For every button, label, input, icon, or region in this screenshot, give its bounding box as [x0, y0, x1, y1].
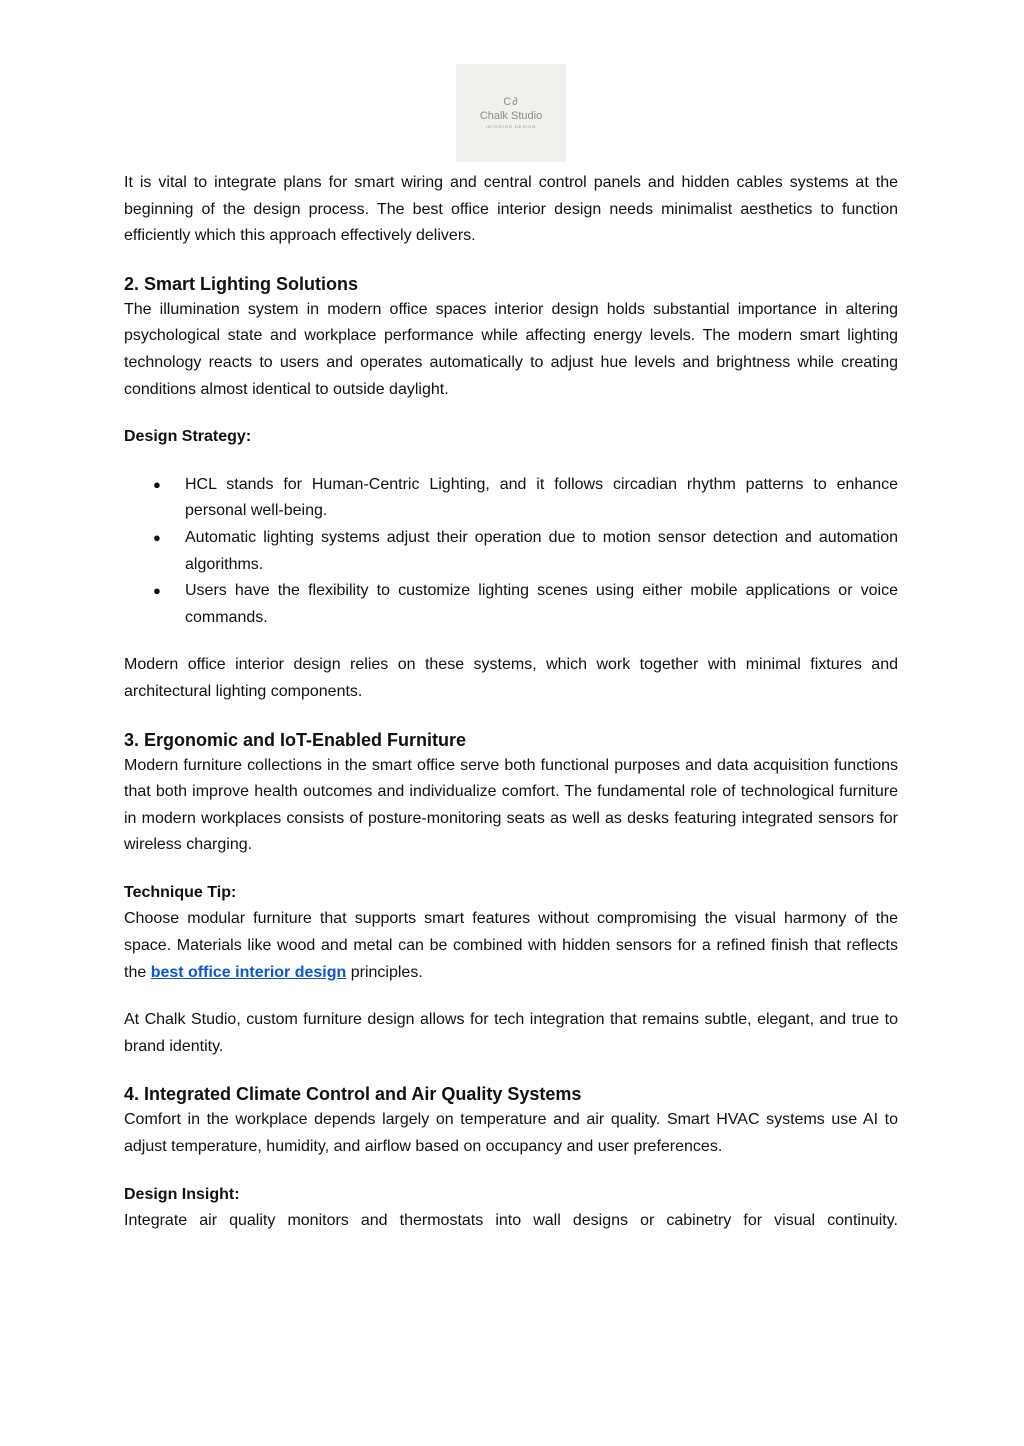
design-insight-label: Design Insight: — [124, 1185, 240, 1203]
list-item — [153, 578, 898, 631]
list-item — [153, 525, 898, 578]
logo-name: Chalk Studio — [479, 109, 543, 122]
chalk-studio-logo — [456, 64, 566, 162]
section-4-body: Comfort in the workplace depends largely on temperature and air quality. Smart HVAC systems use AI to adjust temperature, humidity, and airflow based on occupancy and user preferences. — [124, 1111, 898, 1156]
list-item-text: Users have the flexibility to customize lighting scenes using either mobile applications or voice commands. — [185, 582, 898, 626]
bullet-icon: ● — [153, 476, 161, 492]
document-body — [124, 170, 898, 1235]
bullet-icon: ● — [153, 529, 161, 545]
section-4-heading: 4. Integrated Climate Control and Air Quality Systems — [124, 1084, 582, 1105]
section-3-closing: At Chalk Studio, custom furniture design allows for tech integration that remains subtle, elegant, and true to brand identity. — [124, 1011, 898, 1055]
technique-tip-label: Technique Tip: — [124, 883, 237, 901]
bullet-icon: ● — [153, 583, 161, 599]
design-strategy-list — [124, 472, 898, 632]
list-item-text: HCL stands for Human-Centric Lighting, and it follows circadian rhythm patterns to enhance personal well-being. — [185, 475, 898, 520]
design-strategy-label: Design Strategy: — [124, 428, 252, 446]
logo-tagline: INTERIOR DESIGN — [485, 123, 537, 129]
best-office-interior-design-link[interactable]: best office interior design — [150, 963, 347, 981]
logo-mark: C∂ — [503, 95, 519, 108]
section-2-heading: 2. Smart Lighting Solutions — [124, 273, 358, 294]
section-3-body: Modern furniture collections in the smart office serve both functional purposes and data acquisition functions that both improve health outcomes and individualize comfort. The fundamental role of technological furniture in modern workplaces consists of posture-monitoring seats as well as desks featuring integrated sensors for wireless charging. — [124, 756, 898, 854]
section-2-body: The illumination system in modern office spaces interior design holds substantial importance in altering psychological state and workplace performance while affecting energy levels. The modern smart lighting technology reacts to users and operates automatically to adjust hue levels and brightness while creating conditions almost identical to outside daylight. — [124, 300, 898, 398]
design-insight-text: Integrate air quality monitors and thermostats into wall designs or cabinetry for visual continuity. — [124, 1212, 898, 1230]
list-item-text: Automatic lighting systems adjust their operation due to motion sensor detection and automation algorithms. — [185, 528, 898, 573]
list-item — [153, 472, 898, 525]
section-3-heading: 3. Ergonomic and IoT-Enabled Furniture — [124, 729, 467, 750]
section-2-closing: Modern office interior design relies on these systems, which work together with minimal fixtures and architectural lighting components. — [124, 656, 898, 700]
intro-paragraph: It is vital to integrate plans for smart wiring and central control panels and hidden cables systems at the beginning of the design process. The best office interior design needs minimalist aesthetics to function efficiently which this approach effectively delivers. — [124, 174, 898, 245]
technique-tip-text — [124, 906, 898, 986]
tip-text-after: principles. — [346, 963, 423, 981]
tip-text-before: Choose modular furniture that supports smart features without compromising the visual harmony of the space. Materials like wood and metal can be combined with hidden sensors for a refined finish that reflects the — [124, 910, 898, 981]
